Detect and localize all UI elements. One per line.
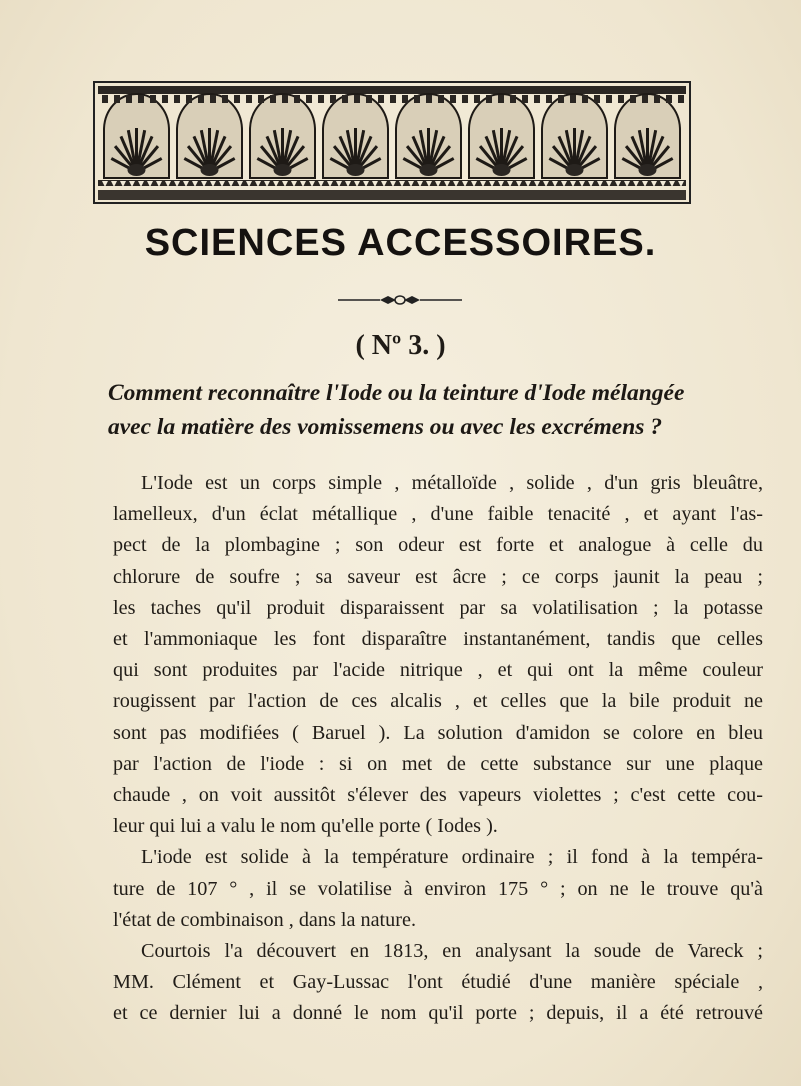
- arched-colonnade-banner-icon: [92, 80, 692, 205]
- text-line: ture de 107 ° , il se volatilise à environ 175 ° ; on ne le trouve qu'à: [113, 877, 763, 900]
- text-line: l'état de combinaison , dans la nature.: [113, 908, 416, 931]
- paragraph: [113, 468, 763, 842]
- text-line: et ce dernier lui a donné le nom qu'il porte ; depuis, il a été retrouvé: [113, 1002, 763, 1025]
- text-line: chlorure de soufre ; sa saveur est âcre ; ce corps jaunit la peau ;: [113, 565, 763, 588]
- text-line: leur qui lui a valu le nom qu'elle porte ( Iodes ).: [113, 815, 498, 838]
- article-heading: [108, 376, 758, 444]
- text-line: Courtois l'a découvert en 1813, en analysant la soude de Vareck ;: [141, 940, 763, 963]
- text-line: chaude , on voit aussitôt s'élever des vapeurs violettes ; c'est cette cou-: [113, 784, 763, 807]
- heading-line: avec la matière des vomissemens ou avec les excrémens ?: [108, 414, 663, 440]
- text-line: L'iode est solide à la température ordinaire ; il fond à la tempéra-: [141, 846, 763, 869]
- article-number: ( Nº 3. ): [355, 330, 446, 361]
- text-line: et l'ammoniaque les font disparaître instantanément, tandis que celles: [113, 628, 763, 651]
- paragraph: [113, 842, 763, 936]
- paragraph: [113, 936, 763, 1030]
- text-line: sont pas modifiées ( Baruel ). La solution d'amidon se colore en bleu: [113, 721, 763, 744]
- text-line: lamelleux, d'un éclat métallique , d'une faible tenacité , et ayant l'as-: [113, 503, 763, 526]
- text-line: par l'action de l'iode : si on met de cette substance sur une plaque: [113, 752, 763, 775]
- text-line: rougissent par l'action de ces alcalis , et celles que la bile produit ne: [113, 690, 763, 713]
- article-body: [113, 468, 763, 1030]
- text-line: pect de la plombagine ; son odeur est forte et analogue à celle du: [113, 534, 763, 557]
- heading-line: Comment reconnaître l'Iode ou la teinture d'Iode mélangée: [108, 380, 685, 406]
- text-line: MM. Clément et Gay-Lussac l'ont étudié d'une manière spéciale ,: [113, 971, 763, 994]
- text-line: L'Iode est un corps simple , métalloïde , solide , d'un gris bleuâtre,: [141, 472, 763, 494]
- decorative-rule-ornament-icon: [338, 294, 462, 306]
- text-line: qui sont produites par l'acide nitrique , et qui ont la même couleur: [113, 659, 763, 682]
- section-title: SCIENCES ACCESSOIRES.: [144, 222, 657, 264]
- text-line: les taches qu'il produit disparaissent par sa volatilisation ; la potasse: [113, 596, 763, 619]
